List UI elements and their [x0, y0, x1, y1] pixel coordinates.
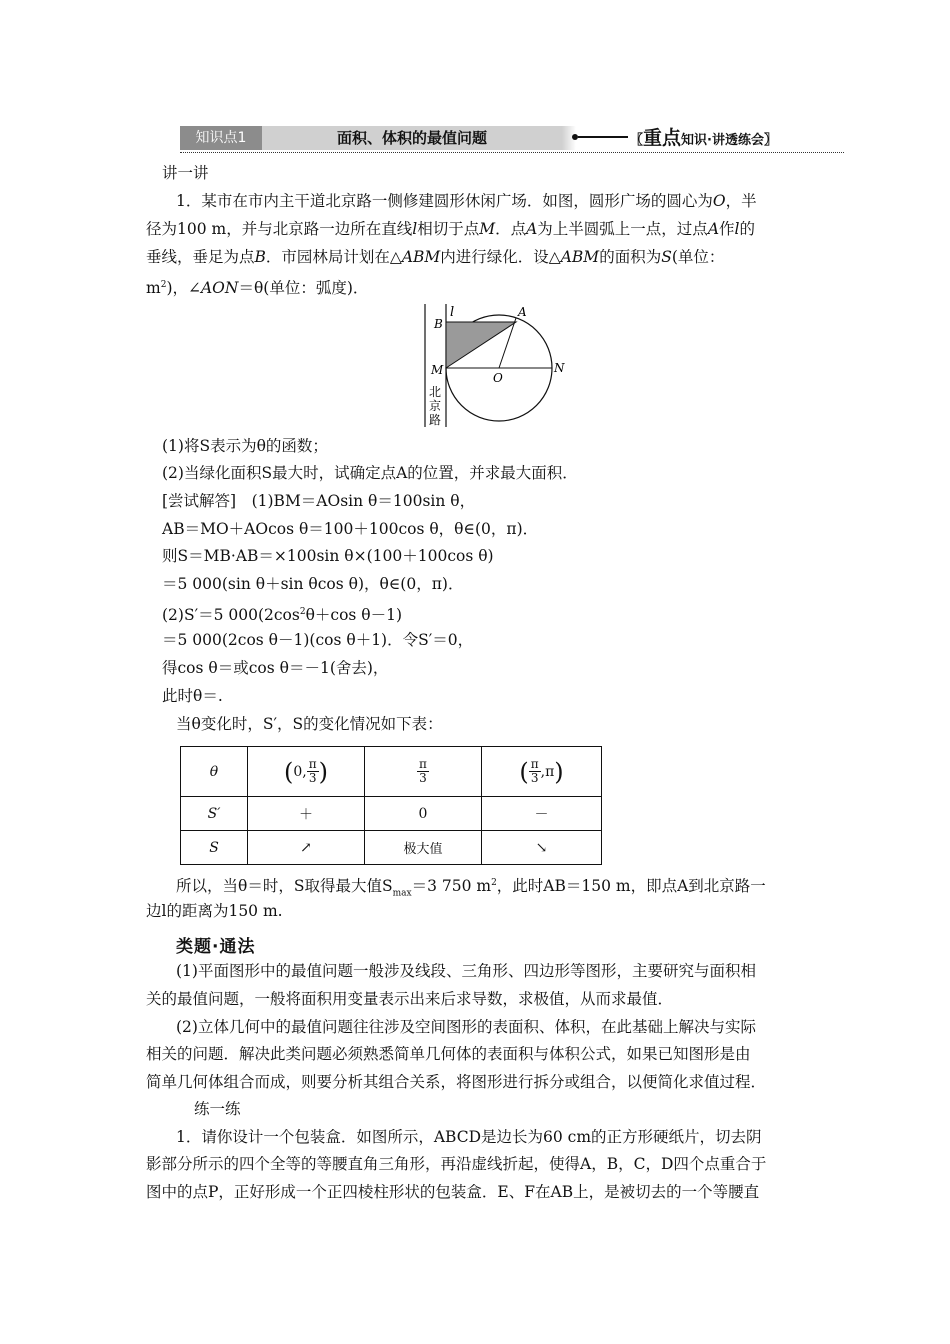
var-B: B: [254, 248, 266, 266]
lecture-label: 讲一讲: [162, 164, 209, 182]
cell-interval-1: [248, 747, 365, 797]
paren: (: [283, 757, 294, 786]
text: )，∠: [166, 279, 201, 298]
paren: (: [519, 757, 529, 786]
var-AON: AON: [200, 279, 239, 298]
text: 所以，当θ＝时，S取得最大值S: [176, 877, 393, 896]
triangle-ABM: [446, 322, 516, 368]
cell-plus: ＋: [248, 797, 365, 831]
solution-line-3: 则S＝MB·AB＝×100sin θ×(100＋100cos θ): [162, 547, 494, 565]
text: 的面积为: [599, 248, 662, 266]
solution-line-8: 此时θ＝.: [162, 687, 223, 705]
section-header: [180, 126, 842, 150]
header-dotted-line: [180, 152, 844, 153]
cell-zero: 0: [365, 797, 482, 831]
zero: 0: [293, 763, 303, 780]
conclusion-line-1: [176, 873, 766, 903]
road-char-3: 路: [429, 413, 442, 427]
var-A: A: [526, 220, 538, 238]
practice-line-3: 图中的点P，正好形成一个正四棱柱形状的包装盒．E、F在AB上，是被切去的一个等腰直: [146, 1183, 760, 1201]
section-title: 面积、体积的最值问题: [262, 126, 562, 150]
var-S: S: [661, 248, 672, 266]
text: ．点: [495, 220, 527, 238]
text: ，半: [725, 192, 757, 210]
cell-minus: －: [482, 797, 602, 831]
sup: 2: [491, 878, 497, 888]
road-char-2: 京: [429, 399, 442, 413]
table-row: [181, 747, 602, 797]
label-O: O: [493, 371, 503, 385]
problem-line-2: [146, 219, 755, 239]
cell-max: 极大值: [365, 831, 482, 865]
paren: ): [318, 757, 328, 786]
method-line-2: 关的最值问题，一般将面积用变量表示出来后求导数，求极值，从而求最值．: [146, 990, 674, 1008]
text: (单位：: [671, 248, 725, 266]
variation-table: [180, 746, 602, 865]
cell-decreasing: ↘: [482, 831, 602, 865]
text: (2)S′＝5 000(2cos: [162, 606, 300, 625]
numerator: π: [419, 757, 427, 771]
var-ABM: ABM: [560, 248, 600, 266]
fraction: [417, 758, 429, 785]
text: 内进行绿化．设△: [440, 248, 561, 266]
bracket-left: 〖: [630, 133, 644, 148]
cell-theta: θ: [181, 747, 248, 797]
table-row: [181, 831, 602, 865]
var-A: A: [707, 220, 720, 238]
text: 的: [739, 220, 756, 238]
problem-line-1: [176, 191, 757, 211]
sup: 2: [299, 607, 306, 617]
practice-label: 练一练: [194, 1100, 241, 1118]
var-l: l: [734, 220, 740, 238]
cell-S: S: [181, 831, 248, 865]
text: ，此时AB＝150 m，即点A到北京路一: [496, 877, 766, 896]
var-l: l: [412, 220, 418, 238]
text: 1．某市在市内主干道北京路一侧修建圆形休闲广场．如图，圆形广场的圆心为: [176, 192, 713, 210]
circle-figure: [420, 302, 570, 432]
solution-line-1: [尝试解答] (1)BM＝AOsin θ＝100sin θ，: [162, 492, 476, 510]
denominator: 3: [308, 771, 317, 785]
problem-line-4: [146, 275, 368, 298]
badge-big: 重点: [643, 127, 682, 149]
method-line-5: 简单几何体组合而成，则要分析其组合关系，将图形进行拆分或组合，以便简化求值过程．: [146, 1073, 767, 1091]
road-char-1: 北: [429, 385, 442, 399]
text: 垂线，垂足为点: [146, 248, 255, 266]
var-O: O: [712, 192, 726, 210]
cell-increasing: ↗: [248, 831, 365, 865]
numerator: π: [308, 757, 317, 771]
solution-line-6: ＝5 000(2cos θ－1)(cos θ＋1)．令S′＝0，: [162, 631, 474, 649]
method-title: 类题·通法: [176, 937, 256, 957]
text: m: [146, 279, 161, 298]
problem-line-3: [146, 247, 724, 267]
text: ．市园林局计划在△: [265, 248, 402, 266]
method-line-4: 相关的问题．解决此类问题必须熟悉简单几何体的表面积与体积公式，如果已知图形是由: [146, 1045, 751, 1063]
pi: π: [545, 763, 555, 780]
var-ABM: ABM: [401, 248, 441, 266]
solution-line-9: 当θ变化时，S′，S的变化情况如下表：: [176, 715, 443, 733]
badge-small: 知识·讲透练会: [681, 133, 764, 148]
comma: ,: [302, 763, 307, 780]
cell-point: [365, 747, 482, 797]
fraction: [307, 758, 319, 785]
label-B: B: [434, 317, 443, 331]
method-line-1: (1)平面图形中的最值问题一般涉及线段、三角形、四边形等图形，主要研究与面积相: [176, 962, 756, 980]
question-1: (1)将S表示为θ的函数；: [162, 437, 328, 455]
denominator: 3: [530, 771, 539, 785]
text: 作: [719, 220, 735, 238]
numerator: π: [530, 757, 539, 771]
knowledge-tag: 知识点1: [180, 126, 262, 150]
practice-line-1: 1．请你设计一个包装盒．如图所示，ABCD是边长为60 cm的正方形硬纸片，切去阴: [176, 1128, 762, 1146]
solution-line-2: AB＝MO＋AOcos θ＝100＋100cos θ，θ∈(0，π)．: [162, 520, 539, 538]
practice-line-2: 影部分所示的四个全等的等腰直角三角形，再沿虚线折起，使得A，B，C，D四个点重合于: [146, 1155, 767, 1173]
label-M: M: [431, 363, 444, 377]
cell-interval-2: [482, 747, 602, 797]
conclusion-line-2: 边l的距离为150 m.: [146, 902, 283, 920]
label-N: N: [554, 361, 565, 375]
var-M: M: [479, 220, 496, 238]
denominator: 3: [419, 771, 427, 785]
text: 为上半圆弧上一点，过点: [537, 220, 708, 238]
sub: max: [392, 888, 412, 899]
header-rule: [578, 136, 628, 138]
text: θ＋cos θ－1): [305, 606, 403, 625]
question-2: (2)当绿化面积S最大时，试确定点A的位置，并求最大面积．: [162, 464, 578, 482]
text: 相切于点: [417, 220, 480, 238]
text: ＝θ(单位：弧度)．: [238, 279, 369, 298]
comma: ,: [540, 763, 546, 780]
solution-line-4: ＝5 000(sin θ＋sin θcos θ)，θ∈(0，π)．: [162, 575, 464, 593]
header-badge: [630, 126, 777, 150]
method-line-3: (2)立体几何中的最值问题往往涉及空间图形的表面积、体积，在此基础上解决与实际: [176, 1018, 756, 1036]
sup: 2: [160, 280, 167, 290]
table-row: [181, 797, 602, 831]
solution-line-7: 得cos θ＝或cos θ＝－1(舍去)，: [162, 659, 389, 677]
label-A: A: [518, 305, 527, 319]
label-l: l: [450, 305, 455, 320]
bracket-right: 〗: [763, 133, 777, 148]
paren: ): [554, 757, 564, 786]
solution-line-5: [162, 602, 402, 625]
fraction: [529, 758, 541, 785]
text: ＝3 750 m: [411, 877, 492, 896]
cell-dS: S′: [181, 797, 248, 831]
text: 径为100 m，并与北京路一边所在直线: [146, 220, 413, 238]
